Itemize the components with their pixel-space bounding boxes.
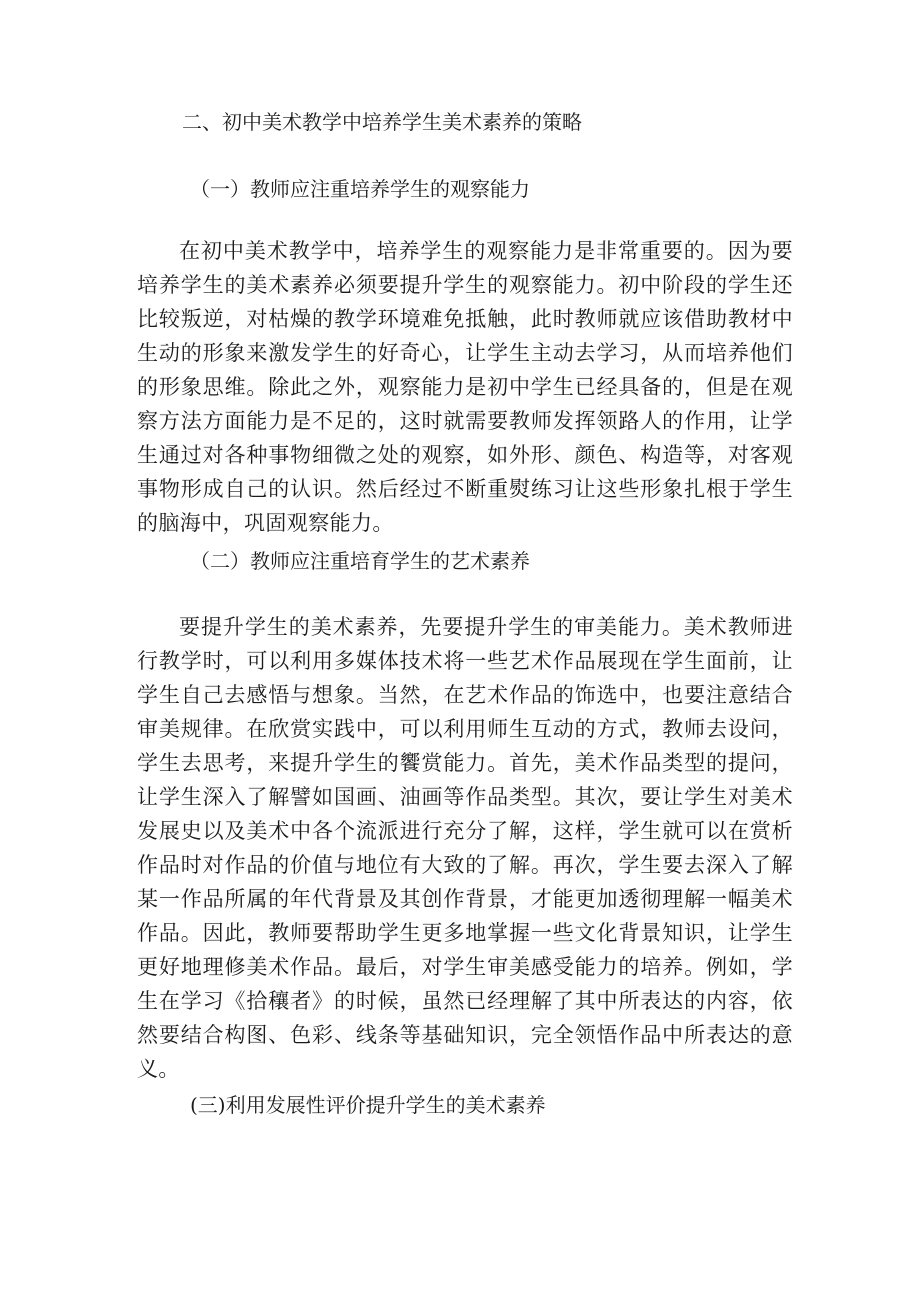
section-1-heading: （一）教师应注重培养学生的观察能力: [190, 177, 530, 201]
main-heading: 二、初中美术教学中培养学生美术素养的策略: [182, 110, 582, 134]
section-3-heading: (三)利用发展性评价提升学生的美术素养: [190, 1093, 546, 1117]
section-2-paragraph: 要提升学生的美术素养，先要提升学生的审美能力。美术教师进行教学时，可以利用多媒体技术将一些艺术作品展现在学生面前，让学生自己去感悟与想象。当然，在艺术作品的饰选中，也要注意结合审美规律。在欣赏实践中，可以利用师生互动的方式，教师去设问，学生去思考，来提升学生的饗赏能力。首先，美术作品类型的提问，让学生深入了解譬如国画、油画等作品类型。其次，要让学生对美术发展史以及美术中各个流派进行充分了解，这样，学生就可以在赏析作品时对作品的价值与地位有大致的了解。再次，学生要去深入了解某一作品所属的年代背景及其创作背景，才能更加透彻理解一幅美术作品。因此，教师要帮助学生更多地掌握一些文化背景知识，让学生更好地理修美术作品。最后，对学生审美感受能力的培养。例如，学生在学习《拾穰者》的时候，虽然已经理解了其中所表达的内容，依然要结合构图、色彩、线条等基础知识，完全领悟作品中所表达的意义。: [137, 615, 793, 1081]
section-2-heading: （二）教师应注重培育学生的艺术素养: [190, 549, 530, 573]
section-1-paragraph: 在初中美术教学中，培养学生的观察能力是非常重要的。因为要培养学生的美术素养必须要提升学生的观察能力。初中阶段的学生还比较叛逆，对枯燥的教学环境难免抵触，此时教师就应该借助教材中生动的形象来激发学生的好奇心，让学生主动去学习，从而培养他们的形象思维。除此之外，观察能力是初中学生已经具备的，但是在观察方法方面能力是不足的，这时就需要教师发挥领路人的作用，让学生通过对各种事物细微之处的观察，如外形、颜色、构造等，对客观事物形成自己的认识。然后经过不断重熨练习让这些形象扎根于学生的脑海中，巩固观察能力。: [137, 239, 793, 535]
